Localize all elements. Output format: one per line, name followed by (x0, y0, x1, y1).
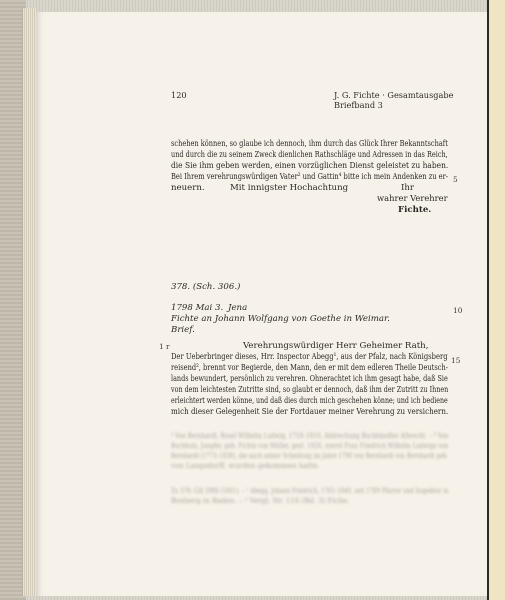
book-page (36, 12, 487, 596)
letter-place: Jena (228, 303, 248, 313)
line-number: 15 (451, 356, 461, 365)
body-line: von dem leichtesten Zutritte sind, so glaubt er dennoch, daß ihm der Zutritt zu Ihnen (171, 385, 449, 395)
footnote-line: von Langsdorff, wurden gekommen hatte. (171, 462, 320, 470)
signature-line: wahrer Verehrer (377, 194, 448, 204)
page-stack-edge (22, 8, 37, 596)
salutation: Verehrungswürdiger Herr Geheimer Rath, (243, 341, 429, 351)
text-line: neuern. (171, 183, 205, 193)
letter-addressee: Fichte an Johann Wolfgang von Goethe in Weimar. (171, 314, 390, 324)
letter-number: 378. (Sch. 306.) (171, 282, 241, 292)
line-number: 10 (453, 306, 463, 315)
text-line: die Sie ihm geben werden, einen vorzüglichen Dienst geleistet zu haben. (171, 161, 449, 171)
footnote-line: Buchholz, Jungfer, geb. Fichte von Müller, gest. 1826, zuerst Frau Friedrich Wilhelm Ludwigs von (171, 442, 449, 450)
letter-kind: Brief. (171, 325, 195, 335)
closing-formula: Mit innigster Hochachtung (230, 183, 349, 193)
facing-page-edge (487, 0, 505, 600)
text-line: und durch die zu seinem Zweck dienlichen Rathschläge und Adressen in das Reich, (171, 150, 448, 160)
body-line: erleichtert werden könne, und daß dies durch mich geschehen könne; und ich bediene (171, 396, 448, 406)
body-line: lands bewundert, persönlich zu verehren. Ohnerachtet ich ihm gesagt habe, daß Sie (171, 374, 448, 384)
footnote-line: ³ Von Bernhardi, Rosel Wilhelm Ludwig, 1759–1810, Abbrechung Buchhändler Albrecht. – ⁴ Von (171, 432, 449, 440)
footnote-line: Boxberg in Baden. – ² Vergl. Nr. 116 (Bd. 3) Fiche. (171, 497, 350, 505)
footnote-line: Bernhardi (1773–1838), die nach seiner Scheidung im Jahre 1790 von Bernhardi von Bernhardi geb. (171, 452, 449, 460)
footnote-line: Zu 378: Gill 2986 (1861). – ¹ Abegg, Johann Friedrich, 1765–1840, seit 1789 Pfarrer und Inspektor in (171, 487, 449, 495)
running-title: J. G. Fichte · Gesamtausgabe Briefband 3 (334, 90, 454, 110)
body-line: reisend², brennt vor Begierde, den Mann, den er mit dem edleren Theile Deutsch- (171, 363, 449, 373)
signature-line: Ihr (401, 183, 415, 193)
page-number: 120 (171, 90, 187, 100)
folio-marker: 1 r (159, 342, 170, 351)
body-line: Der Ueberbringer dieses, Hrr. Inspector Abegg¹, aus der Pfalz, nach Königsberg (171, 352, 448, 362)
text-line: schehen können, so glaube ich dennoch, ihm durch das Glück Ihrer Bekanntschaft (171, 139, 448, 149)
signature-name: Fichte. (398, 205, 432, 215)
text-line: Bei Ihrem verehrungswürdigen Vater² und Gattin⁴ bitte ich mein Andenken zu er- (171, 172, 449, 182)
body-line: mich dieser Gelegenheit Sie der Fortdauer meiner Verehrung zu versichern. (171, 407, 449, 417)
letter-date: 1798 Mai 3. (171, 303, 224, 313)
line-number: 5 (453, 175, 458, 184)
